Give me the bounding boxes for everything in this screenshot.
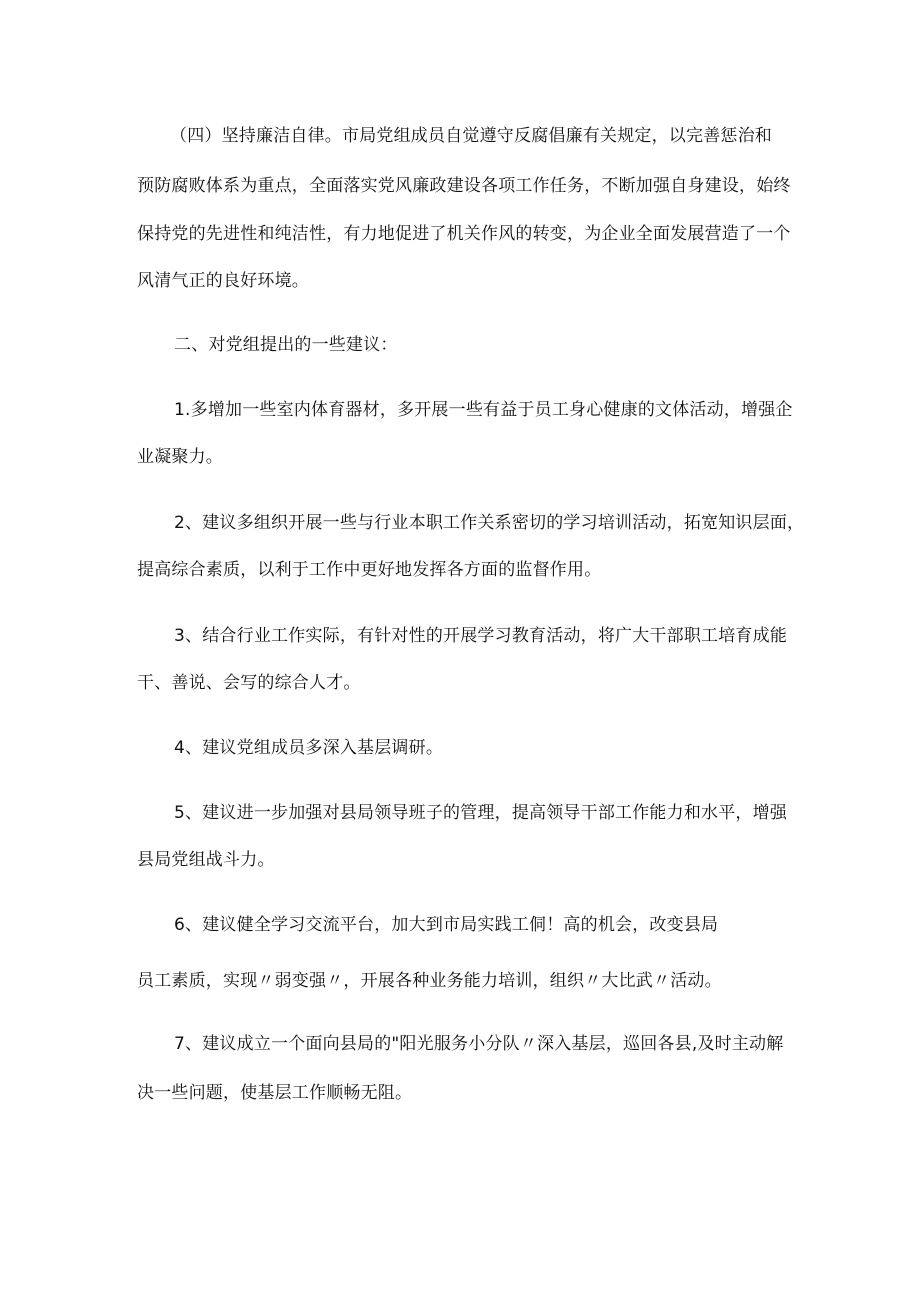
- item-7-line-2: 决一些问题，使基层工作顺畅无阻。: [137, 1083, 413, 1103]
- item-2-line-1: 2、建议多组织开展一些与行业本职工作关系密切的学习培训活动，拓宽知识层面，: [174, 513, 805, 533]
- section-four-line-4: 风清气正的良好环境。: [137, 271, 309, 291]
- section-four-line-3: 保持党的先进性和纯洁性，有力地促进了机关作风的转变，为企业全面发展营造了一个: [137, 224, 791, 244]
- section-four-line-1: （四）坚持廉洁自律。市局党组成员自觉遵守反腐倡廉有关规定，以完善惩治和: [170, 126, 772, 146]
- item-2-line-2: 提高综合素质，以利于工作中更好地发挥各方面的监督作用。: [137, 560, 602, 580]
- item-1-line-2: 业凝聚力。: [137, 447, 223, 467]
- item-5-line-1: 5、建议进一步加强对县局领导班子的管理，提高领导干部工作能力和水平，增强: [174, 803, 788, 823]
- item-3-line-1: 3、结合行业工作实际，有针对性的开展学习教育活动，将广大干部职工培育成能: [174, 626, 788, 646]
- item-3-line-2: 干、善说、会写的综合人才。: [137, 673, 361, 693]
- item-6-line-2: 员工素质，实现〃弱变强〃，开展各种业务能力培训，组织〃大比武〃活动。: [137, 971, 722, 991]
- item-4-line-1: 4、建议党组成员多深入基层调研。: [174, 738, 444, 758]
- item-5-line-2: 县局党组战斗力。: [137, 850, 275, 870]
- section-four-line-2: 预防腐败体系为重点，全面落实党风廉政建设各项工作任务，不断加强自身建设，始终: [137, 176, 791, 196]
- item-6-line-1: 6、建议健全学习交流平台，加大到市局实践工侗！高的机会，改变县局: [174, 915, 719, 935]
- section-heading-suggestions: 二、对党组提出的一些建议：: [174, 335, 398, 355]
- item-7-line-1: 7、建议成立一个面向县局的"阳光服务小分队〃深入基层，巡回各县,及时主动解: [174, 1034, 784, 1054]
- item-1-line-1: 1.多增加一些室内体育器材，多开展一些有益于员工身心健康的文体活动，增强企: [174, 400, 793, 420]
